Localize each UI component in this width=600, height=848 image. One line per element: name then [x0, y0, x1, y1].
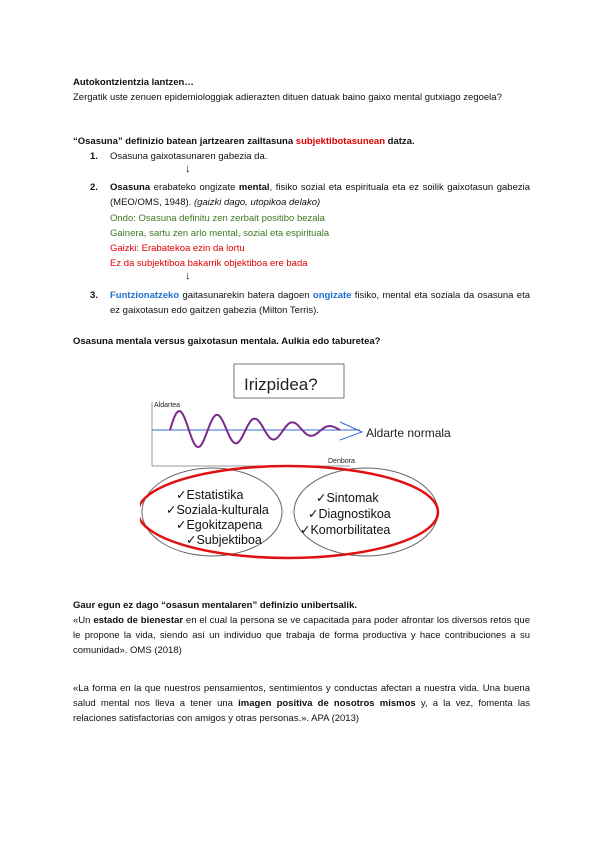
mood-wave: [170, 411, 340, 447]
intro-question: Zergatik uste zenuen epidemiologgiak adierazten dituen datuak baino gaixo mental gutxiago zegoela?: [73, 92, 502, 103]
bad-line-1: Gaizki: Erabatekoa ezin da lortu: [110, 243, 245, 254]
item-2-bold1: Osasuna: [110, 182, 151, 193]
normal-arrow-head: [340, 422, 362, 440]
definition-heading-red: subjektibotasunean: [295, 136, 386, 147]
item-3-blue2: ongizate: [312, 290, 352, 301]
quote-oms-b: en el cual la persona se ve capacitada para poder afrontar los diversos retos que le propone la vida, siendo así un individuo que trabaja de forma productiva y hace contribuciones a su comunidad». OMS (2018): [73, 615, 530, 656]
item-3-text: [110, 288, 530, 318]
arrow-1: ↓: [185, 163, 191, 175]
quote-apa-a: «La forma en la que nuestros pensamientos, sentimientos y conductas afectan a nuestra vida. Una buena salud mental nos lleva a tener una: [73, 683, 530, 709]
item-2-bold2: mental: [238, 182, 270, 193]
item-1-number: 1.: [90, 151, 98, 162]
section3-heading: Gaur egun ez dago “osasun mentalaren” definizio unibertsalik.: [73, 600, 357, 611]
definition-heading: [73, 134, 530, 149]
quote-oms-a: «Un: [73, 615, 94, 626]
item-2-mid1: erabateko ongizate: [150, 182, 239, 193]
definition-heading-part2: datza.: [385, 136, 415, 147]
item-1-text: Osasuna gaixotasunaren gabezia da.: [110, 151, 268, 162]
normal-mood-label: Aldarte normala: [366, 426, 451, 440]
item-2-number: 2.: [90, 182, 98, 193]
item-3-mid2: fisiko, mental eta soziala da osasuna eta ez gaixotasun edo gaitzen gabezia (Milton Terris).: [110, 290, 530, 316]
quote-apa: [73, 681, 530, 726]
criteria-title: Irizpidea?: [244, 375, 318, 394]
quote-apa-b: y, a la vez, fomenta las relaciones satisfactorias con amigos y otras personas.». APA (2013): [73, 698, 530, 724]
item-2-mid2: , fisiko sozial eta espirituala eta ez soilik gaixotasun gabezia (MEO/OMS, 1948).: [110, 182, 531, 208]
mood-diagram: [140, 360, 460, 560]
quote-apa-bold: imagen positiva de nosotros mismos: [238, 698, 416, 709]
bad-line-2: Ez da subjektiboa bakarrik objektiboa ere bada: [110, 258, 308, 269]
left-item-4: ✓Subjektiboa: [186, 533, 262, 547]
item-3-blue1: Funtzionatzeko: [110, 290, 180, 301]
good-line-1: Ondo: Osasuna definitu zen zerbait positibo bezala: [110, 213, 325, 224]
right-item-3: ✓Komorbilitatea: [300, 523, 391, 537]
quote-oms: [73, 613, 530, 658]
item-2-italic: (gaizki dago, utopikoa delako): [193, 197, 321, 208]
left-item-3: ✓Egokitzapena: [176, 518, 263, 532]
left-item-2: ✓Soziala-kulturala: [166, 503, 269, 517]
item-3-mid1: gaitasunarekin batera dagoen: [179, 290, 313, 301]
good-line-2: Gainera, sartu zen arlo mental, sozial eta espirituala: [110, 228, 330, 239]
arrow-2: ↓: [185, 270, 191, 282]
right-item-1: ✓Sintomak: [316, 491, 379, 505]
quote-oms-bold: estado de bienestar: [93, 615, 184, 626]
x-axis-label: Denbora: [328, 458, 355, 465]
right-item-2: ✓Diagnostikoa: [308, 507, 391, 521]
item-2-text: [110, 180, 530, 210]
intro-heading: Autokontzientzia lantzen…: [73, 77, 194, 88]
left-item-1: ✓Estatistika: [176, 488, 244, 502]
y-axis-label: Aldartea: [154, 402, 181, 409]
section2-heading: Osasuna mentala versus gaixotasun mentala. Aulkia edo taburetea?: [73, 336, 381, 347]
item-3-number: 3.: [90, 290, 98, 301]
definition-heading-part1: “Osasuna” definizio batean jartzearen zailtasuna: [73, 136, 296, 147]
